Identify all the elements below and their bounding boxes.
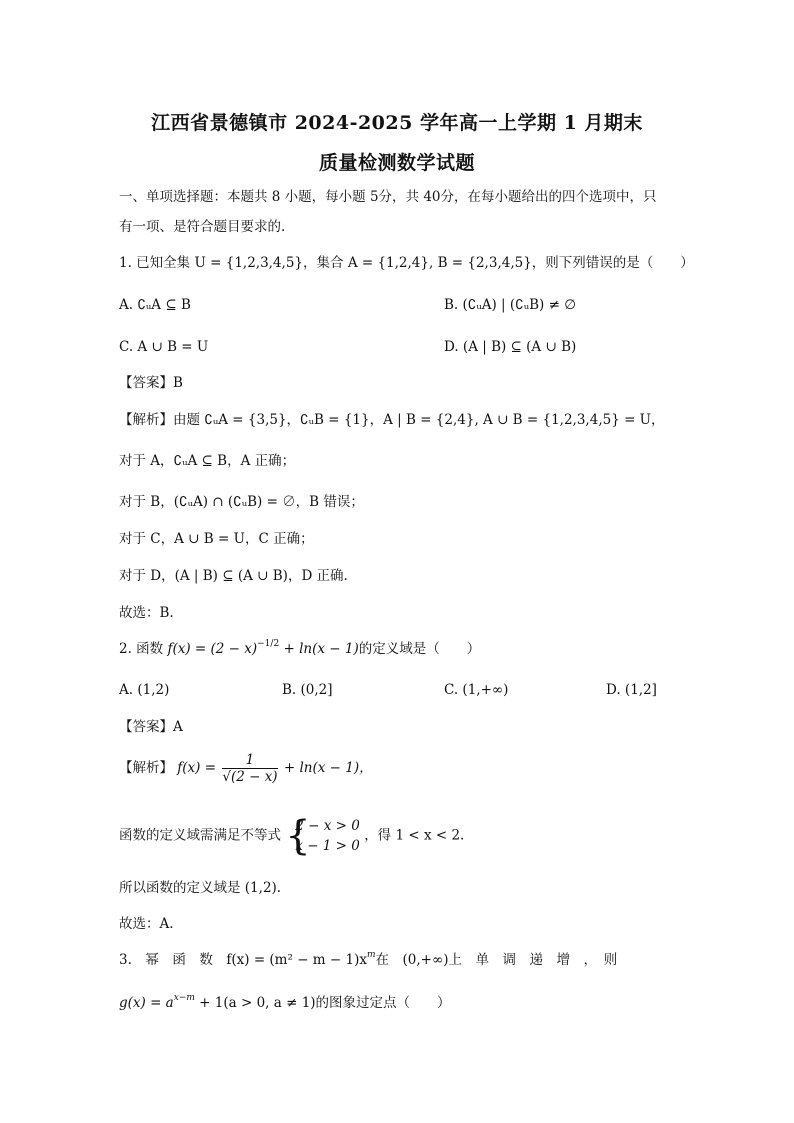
fraction-denominator: √(2 − x) [222, 769, 278, 785]
q1-explanation-5: 对于 D，(A | B) ⊆ (A ∪ B)，D 正确. [119, 568, 348, 584]
q2-option-a: A. (1,2) [119, 682, 170, 698]
exam-title-line2: 质量检测数学试题 [318, 152, 475, 174]
q2-stem-suffix: 的定义域是（ ） [358, 641, 481, 657]
q3-stem-line2 [119, 994, 451, 1014]
section-heading-line1: 一、单项选择题：本题共 8 小题，每小题 5分，共 40分，在每小题给出的四个选项中，只 [119, 189, 657, 205]
q3-line1-exponent: m [366, 950, 376, 960]
q2-so-domain: 所以函数的定义域是 (1,2). [119, 880, 282, 896]
q1-explanation-3: 对于 B，(∁ᵤA) ∩ (∁ᵤB) = ∅，B 错误； [119, 494, 364, 510]
q2-explain-prefix: 【解析】 [119, 760, 173, 776]
fraction [222, 752, 277, 785]
q2-explanation-formula [119, 752, 373, 785]
inequality-1: 2 − x > 0 [295, 818, 360, 834]
q1-stem: 1. 已知全集 U = {1,2,3,4,5}，集合 A = {1,2,4}, B = {2,3,4,5}，则下列错误的是（ ） [119, 255, 694, 271]
q1-explanation-2: 对于 A，∁ᵤA ⊆ B，A 正确； [119, 453, 296, 469]
q2-domain-condition [119, 813, 465, 859]
q1-option-a: A. ∁ᵤA ⊆ B [119, 297, 191, 313]
left-brace-icon: { [285, 813, 311, 859]
section-heading-line2: 有一项、是符合题目要求的. [119, 219, 286, 235]
q1-option-d: D. (A | B) ⊆ (A ∪ B) [444, 339, 577, 355]
q3-line1: 3. 幂 函 数 f(x) = (m² − m − 1)x [119, 952, 367, 968]
q1-choose: 故选：B. [119, 605, 174, 621]
q2-stem-exponent: −1/2 [257, 639, 280, 649]
inequality-2: x − 1 > 0 [295, 838, 360, 854]
q2-explain-tail: + ln(x − 1)， [283, 760, 373, 776]
q2-domain-text: 函数的定义域需满足不等式 [119, 827, 281, 844]
q3-line1-tail: 在 (0,+∞)上 单 调 递 增 ， 则 [375, 952, 618, 968]
q2-option-b: B. (0,2] [282, 682, 333, 698]
q3-line2-prefix: g(x) = a [119, 995, 174, 1011]
q1-option-c: C. A ∪ B = U [119, 339, 209, 355]
q1-explanation-4: 对于 C，A ∪ B = U，C 正确； [119, 531, 314, 547]
q2-option-d: D. (1,2] [606, 682, 657, 698]
fraction-numerator: 1 [222, 752, 277, 769]
q2-stem [119, 640, 480, 660]
q3-line2-tail: + 1(a > 0, a ≠ 1)的图象过定点（ ） [194, 995, 451, 1011]
q2-domain-result: ，得 1 < x < 2. [364, 827, 465, 844]
q2-explain-lhs: f(x) = [177, 760, 217, 776]
q1-explanation-1: 【解析】由题 ∁ᵤA = {3,5}，∁ᵤB = {1}，A | B = {2,4}, A ∪ B = {1,2,3,4,5} = U， [119, 412, 665, 428]
q1-option-b: B. (∁ᵤA) | (∁ᵤB) ≠ ∅ [444, 297, 576, 313]
q3-line2-exponent: x−m [173, 993, 195, 1003]
q2-stem-func: f(x) = (2 − x) [167, 641, 258, 657]
q2-choose: 故选：A. [119, 916, 174, 932]
q1-answer: 【答案】B [119, 375, 183, 391]
inequality-system [285, 813, 360, 859]
exam-title-line1: 江西省景德镇市 2024-2025 学年高一上学期 1 月期末 [151, 112, 643, 134]
q2-answer: 【答案】A [119, 719, 183, 735]
q2-option-c: C. (1,+∞) [444, 682, 509, 698]
q2-stem-prefix: 2. 函数 [119, 641, 164, 657]
q3-stem-line1 [119, 951, 617, 971]
q2-stem-tail: + ln(x − 1) [279, 641, 359, 657]
